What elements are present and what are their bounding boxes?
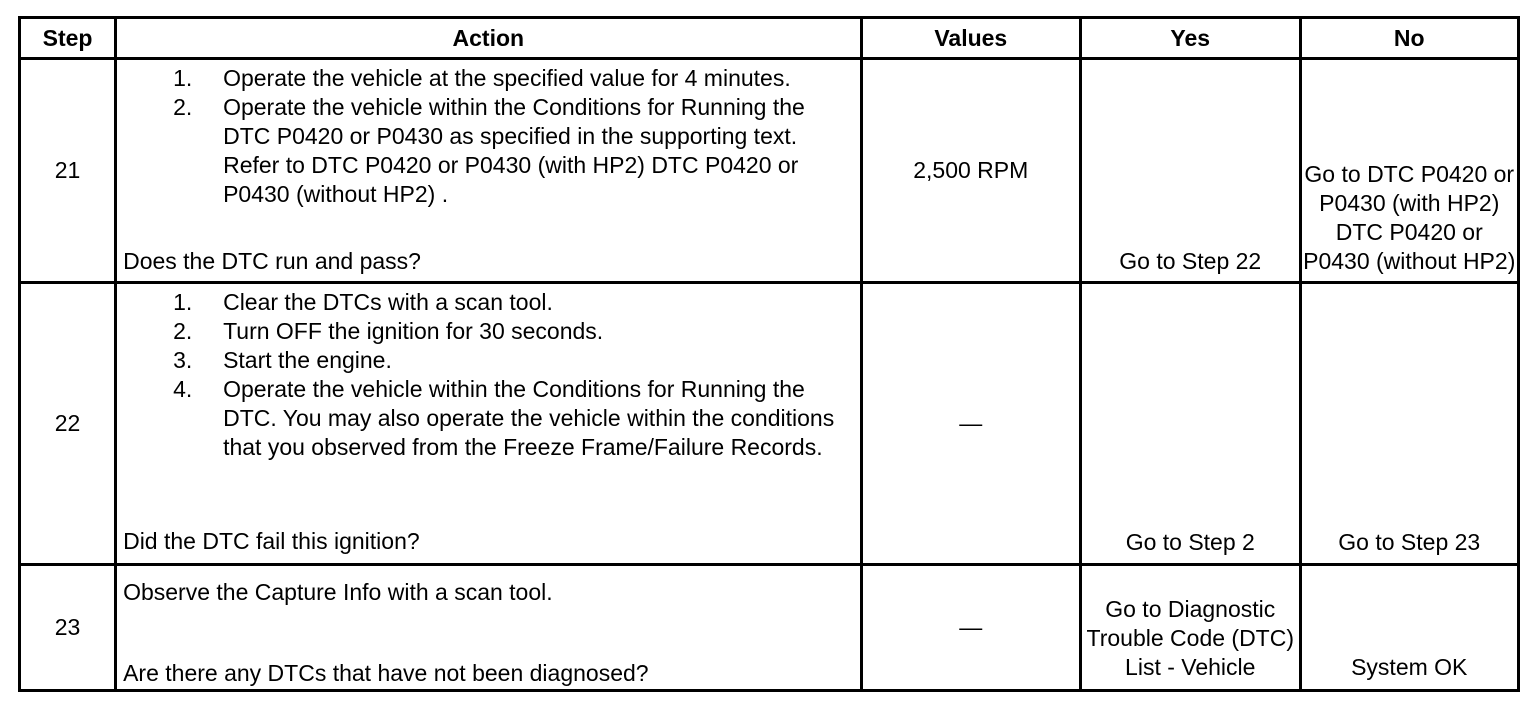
no-cell <box>1300 564 1519 690</box>
step-item-number: 1. <box>173 65 193 91</box>
step-item-text: Operate the vehicle within the Conditions for Running the DTC. You may also operate the vehicle within the conditions that you observed from the Freeze Frame/Failure Records. <box>223 376 835 461</box>
step-number: 23 <box>20 564 116 690</box>
step-item-text: Turn OFF the ignition for 30 seconds. <box>223 318 604 345</box>
step-number: 22 <box>20 283 116 564</box>
action-cell <box>116 283 861 564</box>
action-steps-list <box>123 288 853 462</box>
table-row <box>20 283 1519 564</box>
diagnostic-table <box>18 16 1520 692</box>
action-question: Does the DTC run and pass? <box>123 248 421 274</box>
step-number: 21 <box>20 59 116 283</box>
yes-cell <box>1081 564 1300 690</box>
yes-link: Go to Step 22 <box>1119 247 1262 274</box>
step-item-number: 3. <box>173 347 193 374</box>
list-item <box>123 375 853 462</box>
values-cell: — <box>861 283 1080 564</box>
header-step: Step <box>20 18 116 59</box>
list-item <box>123 317 853 346</box>
table-row <box>20 59 1519 283</box>
no-link: System OK <box>1351 654 1468 681</box>
action-cell <box>116 59 861 283</box>
header-no: No <box>1300 18 1519 59</box>
no-cell <box>1300 59 1519 283</box>
header-values: Values <box>861 18 1080 59</box>
list-item <box>123 93 853 209</box>
step-item-number: 2. <box>173 94 193 120</box>
action-question: Did the DTC fail this ignition? <box>123 528 420 555</box>
action-question: Are there any DTCs that have not been diagnosed? <box>123 659 649 686</box>
action-cell <box>116 564 861 690</box>
table-header-row <box>20 18 1519 59</box>
yes-cell <box>1081 59 1300 283</box>
no-link: Go to DTC P0420 or P0430 (with HP2) DTC P0420 or P0430 (without HP2) <box>1303 160 1516 274</box>
action-steps-list <box>123 64 853 209</box>
step-item-text: Operate the vehicle within the Conditions for Running the DTC P0420 or P0430 as specified in the supporting text. Refer to DTC P0420 or P0430 (with HP2) DTC P0420 or P0430 (without HP2) . <box>223 94 805 207</box>
yes-cell <box>1081 283 1300 564</box>
step-item-text: Start the engine. <box>223 347 392 374</box>
step-item-number: 4. <box>173 376 193 403</box>
values-cell: — <box>861 564 1080 690</box>
yes-link: Go to Step 2 <box>1125 528 1255 555</box>
step-item-number: 1. <box>173 289 193 316</box>
list-item <box>123 288 853 317</box>
step-item-text: Operate the vehicle at the specified value for 4 minutes. <box>223 65 791 91</box>
header-yes: Yes <box>1081 18 1300 59</box>
action-instruction: Observe the Capture Info with a scan tool. <box>123 578 553 605</box>
step-item-text: Clear the DTCs with a scan tool. <box>223 289 553 316</box>
list-item <box>123 64 853 93</box>
list-item <box>123 346 853 375</box>
no-cell <box>1300 283 1519 564</box>
header-action: Action <box>116 18 861 59</box>
no-link: Go to Step 23 <box>1338 528 1481 555</box>
table-row <box>20 564 1519 690</box>
values-cell: 2,500 RPM <box>861 59 1080 283</box>
step-item-number: 2. <box>173 318 193 345</box>
yes-link: Go to Diagnostic Trouble Code (DTC) List - Vehicle <box>1086 596 1294 681</box>
